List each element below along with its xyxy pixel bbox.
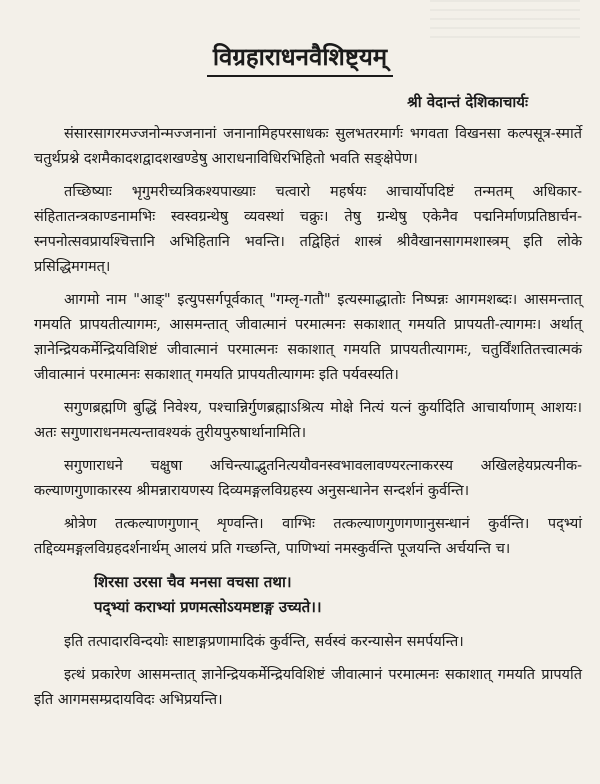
verse-block (94, 570, 582, 620)
body-text (34, 122, 582, 721)
paragraph-3: आगमो नाम "आङ्" इत्युपसर्गपूर्वकात् "गम्लृ-गतौ" इत्यस्माद्धातोः निष्पन्नः आगमशब्दः। आसमन्तात् गमयति प्रापयतीत्यागमः, आसमन्तात् जीवात्मानं परमात्मनः सकाशात् गमयति प्रापयती-त्यागमः। अर्थात् ज्ञानेन्द्रियकर्मेन्द्रियविशिष्टं जीवात्मानं परमात्मनः सकाशात् गमयति प्रापयतीत्यागमः, चतुर्विंशतितत्त्वात्मकं जीवात्मानं परमात्मनः सकाशात् गमयति प्रापयतीत्यागमः इति पर्यवस्यति। (34, 292, 582, 383)
page-title: विग्रहाराधनवैशिष्ट्यम् (207, 40, 393, 77)
verse-line-1: शिरसा उरसा चैव मनसा वचसा तथा। (94, 573, 292, 591)
show-through-text (430, 0, 580, 40)
paragraph-5: सगुणाराधने चक्षुषा अचिन्त्याद्भुतनित्ययौवनस्वभावलावण्यरत्नाकरस्य अखिलहेयप्रत्यनीक-कल्याणगुणाकारस्य श्रीमन्नारायणस्य दिव्यमङ्गलविग्रहस्य अनुसन्धानेन सन्दर्शनं कुर्वन्ति। (34, 458, 582, 499)
paragraph-2: तच्छिष्याः भृगुमरीच्यत्रिकश्यपाख्याः चत्वारो महर्षयः आचार्योपदिष्टं तन्मतम् अधिकार-संहितातन्त्रकाण्डनामभिः स्वस्वग्रन्थेषु व्यवस्थां चक्रुः। तेषु ग्रन्थेषु एकेनैव पद्मनिर्माणप्रतिष्ठार्चन-स्नपनोत्सवप्रायश्चित्तानि अभिहितानि भवन्ति। तद्विहितं शास्त्रं श्रीवैखानसागमशास्त्रम् इति लोके प्रसिद्धिमगमत्। (34, 184, 582, 275)
paragraph-6: श्रोत्रेण तत्कल्याणगुणान् शृण्वन्ति। वाग्भिः तत्कल्याणगुणगणानुसन्धानं कुर्वन्ति। पद्भ्यां तद्दिव्यमङ्गलविग्रहदर्शनार्थम् आलयं प्रति गच्छन्ति, पाणिभ्यां नमस्कुर्वन्ति पूजयन्ति अर्चयन्ति च। (34, 516, 582, 557)
paragraph-4: सगुणब्रह्मणि बुद्धिं निवेश्य, पश्चान्निर्गुणब्रह्माऽश्रित्य मोक्षे नित्यं यत्नं कुर्यादिति आचार्याणाम् आशयः। अतः सगुणाराधनमत्यन्तावश्यकं तुरीयपुरुषार्थानामिति। (34, 400, 582, 441)
paragraph-8: इत्थं प्रकारेण आसमन्तात् ज्ञानेन्द्रियकर्मेन्द्रियविशिष्टं जीवात्मानं परमात्मनः सकाशात् गमयति प्रापयति इति आगमसम्प्रदायविदः अभिप्रयन्ति। (34, 667, 582, 708)
verse-line-2: पद्भ्यां कराभ्यां प्रणमत्सोऽयमष्टाङ्ग उच्यते।। (94, 598, 322, 616)
author-name: श्री वेदान्तं देशिकाचार्यः (407, 93, 528, 111)
paragraph-7: इति तत्पादारविन्दयोः साष्टाङ्गप्रणामादिकं कुर्वन्ति, सर्वस्वं करन्यासेन समर्पयन्ति। (64, 634, 464, 650)
title-wrap (0, 40, 600, 77)
paragraph-1: संसारसागरमज्जनोन्मज्जनानां जनानामिहपरसाधकः सुलभतरमार्गः भगवता विखनसा कल्पसूत्र-स्मार्ते चतुर्थप्रश्ने दशमैकादशद्वादशखण्डेषु आराधनाविधिरभिहितो भवति सङ्क्षेपेण। (34, 126, 582, 167)
